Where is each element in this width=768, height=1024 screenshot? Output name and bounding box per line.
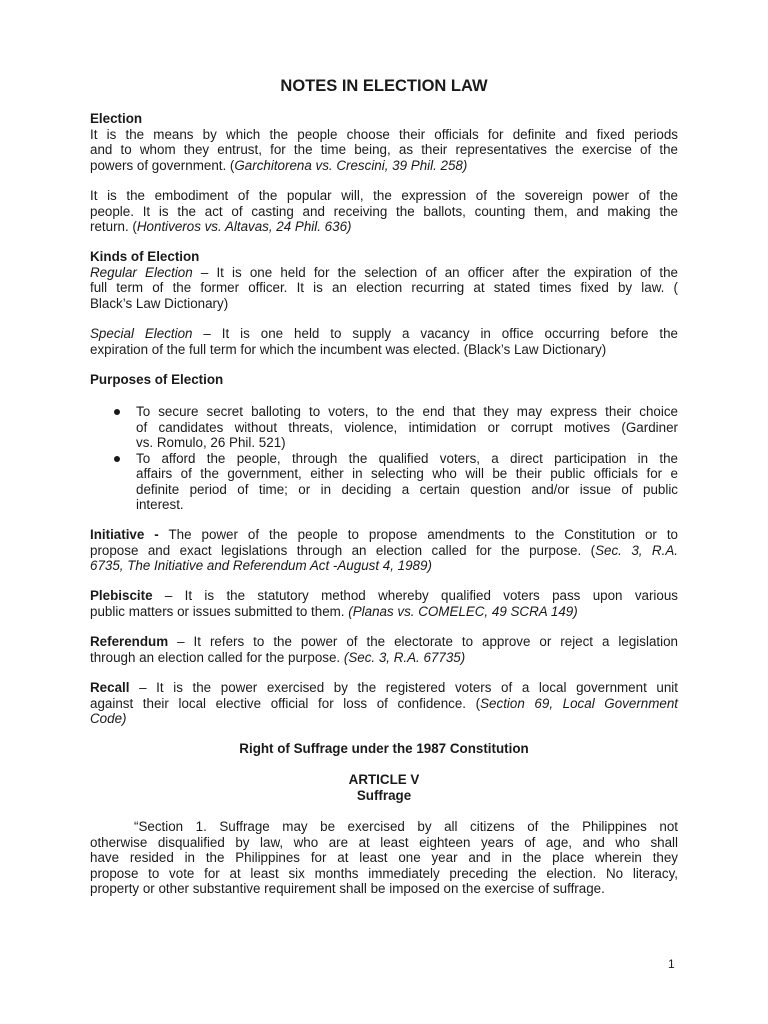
heading-purposes-of-election: Purposes of Election (90, 372, 224, 387)
plebiscite-line-1 (90, 588, 678, 604)
purposes-list (90, 404, 678, 513)
recall-citation-2: Code) (90, 711, 127, 726)
plebiscite-text-2: public matters or issues submitted to them. (90, 603, 349, 619)
plebiscite-line-2 (90, 604, 678, 620)
list-item (90, 404, 678, 451)
section1-line-1: “Section 1. Suffrage may be exercised by all citizens of the Philippines not (134, 819, 678, 834)
recall-text-2: against their local elective official for loss of confidence. ( (90, 695, 481, 711)
purpose-1-line-1: To secure secret balloting to voters, to the end that they may express their choice (136, 404, 678, 419)
election-p1-citation: Garchitorena vs. Crescini, 39 Phil. 258) (234, 157, 468, 173)
heading-right-of-suffrage: Right of Suffrage under the 1987 Constitution (239, 741, 529, 756)
referendum-line-2 (90, 650, 678, 666)
initiative-text-2: propose and exact legislations through an election called for the purpose. ( (90, 542, 596, 558)
heading-purposes-block (90, 372, 678, 388)
purpose-1-line-3: vs. Romulo, 26 Phil. 521) (136, 435, 286, 450)
election-p2-line-1: It is the embodiment of the popular will, the expression of the sovereign power of the (90, 188, 678, 203)
plebiscite-text-1: – It is the statutory method whereby qualified voters pass upon various (152, 588, 678, 603)
regular-election-term: Regular Election (90, 264, 193, 280)
referendum-text-1: – It refers to the power of the electorate to approve or reject a legislation (168, 634, 678, 649)
heading-article-v: ARTICLE V (348, 772, 420, 787)
section1-line-2: otherwise disqualified by law, who are at least eighteen years of age, and who shall (90, 834, 678, 850)
bullet-icon (114, 456, 120, 462)
recall-line-2 (90, 696, 678, 712)
purpose-2-line-2: affairs of the government, either in selecting who will be their public officials for e (136, 466, 678, 481)
regular-election-line-3: Black’s Law Dictionary) (90, 295, 229, 311)
election-p1-line-3 (90, 158, 678, 174)
recall-text-1: – It is the power exercised by the registered voters of a local government unit (129, 680, 678, 695)
referendum-line-1 (90, 634, 678, 650)
regular-election-text-1: – It is one held for the selection of an officer after the expiration of the (192, 264, 678, 280)
initiative-line-2 (90, 543, 678, 559)
election-p2-line-2: people. It is the act of casting and receiving the ballots, counting them, and making the (90, 203, 678, 219)
regular-election-line-2: full term of the former officer. It is an election recurring at stated times fixed by law. ( (90, 280, 678, 295)
paragraph-election-2 (90, 188, 678, 235)
initiative-term: Initiative - (90, 527, 159, 542)
heading-suffrage: Suffrage (356, 788, 412, 803)
section1-line-3: have resided in the Philippines for at least one year and in the place wherein they (90, 850, 678, 865)
section-election (90, 111, 678, 173)
election-p2-line-3 (90, 219, 678, 235)
initiative-line-1 (90, 527, 678, 543)
referendum-text-2: through an election called for the purpose. (90, 649, 344, 665)
paragraph-recall (90, 680, 678, 727)
recall-term: Recall (90, 680, 130, 695)
bullet-icon (114, 409, 120, 415)
paragraph-referendum (90, 634, 678, 665)
initiative-line-3 (90, 558, 678, 574)
heading-kinds-of-election: Kinds of Election (90, 249, 200, 264)
special-election-text-1: – It is one held to supply a vacancy in office occurring before the (192, 326, 679, 341)
recall-line-3 (90, 711, 678, 727)
election-p1-line-2: and to whom they entrust, for the time being, as their representatives the exercise of the (90, 142, 678, 157)
paragraph-special-election (90, 326, 678, 357)
special-election-line-1 (90, 326, 678, 342)
paragraph-plebiscite (90, 588, 678, 619)
section1-line-5: property or other substantive requirement shall be imposed on the exercise of suffrage. (90, 881, 605, 896)
initiative-citation-1: Sec. 3, R.A. (595, 542, 678, 558)
initiative-text-1: The power of the people to propose amendments to the Constitution or to (158, 527, 678, 542)
heading-election: Election (90, 111, 143, 126)
referendum-term: Referendum (90, 634, 169, 649)
list-item (90, 451, 678, 513)
purpose-2-line-3: definite period of time; or in deciding a certain question and/or issue of public (136, 481, 678, 497)
special-election-term: Special Election (90, 326, 193, 341)
paragraph-section-1 (90, 819, 678, 897)
purpose-1-line-2: of candidates without threats, violence, intimidation or corrupt motives (Gardiner (136, 419, 678, 435)
regular-election-line-1 (90, 265, 678, 281)
special-election-line-2: expiration of the full term for which the incumbent was elected. (Black’s Law Dictionary) (90, 341, 607, 357)
recall-line-1 (90, 680, 678, 696)
page-number: 1 (668, 957, 675, 971)
plebiscite-term: Plebiscite (90, 588, 153, 603)
section1-line-4: propose to vote for at least six months immediately preceding the election. No literacy, (90, 865, 678, 881)
election-p2-text: return. ( (90, 219, 137, 234)
plebiscite-citation: (Planas vs. COMELEC, 49 SCRA 149) (348, 603, 578, 619)
document-title: NOTES IN ELECTION LAW (280, 77, 488, 95)
initiative-citation-2: 6735, The Initiative and Referendum Act -August 4, 1989) (90, 558, 432, 573)
election-p1-text: powers of government. ( (90, 157, 235, 173)
section-kinds-of-election (90, 249, 678, 311)
recall-citation-1: Section 69, Local Government (480, 695, 678, 711)
purpose-2-line-4: interest. (136, 497, 184, 512)
election-p2-citation: Hontiveros vs. Altavas, 24 Phil. 636) (136, 219, 352, 234)
referendum-citation: (Sec. 3, R.A. 67735) (343, 649, 466, 665)
election-p1-line-1: It is the means by which the people choose their officials for definite and fixed periods (90, 126, 678, 142)
paragraph-initiative (90, 527, 678, 574)
purpose-2-line-1: To afford the people, through the qualified voters, a direct participation in the (136, 450, 678, 466)
